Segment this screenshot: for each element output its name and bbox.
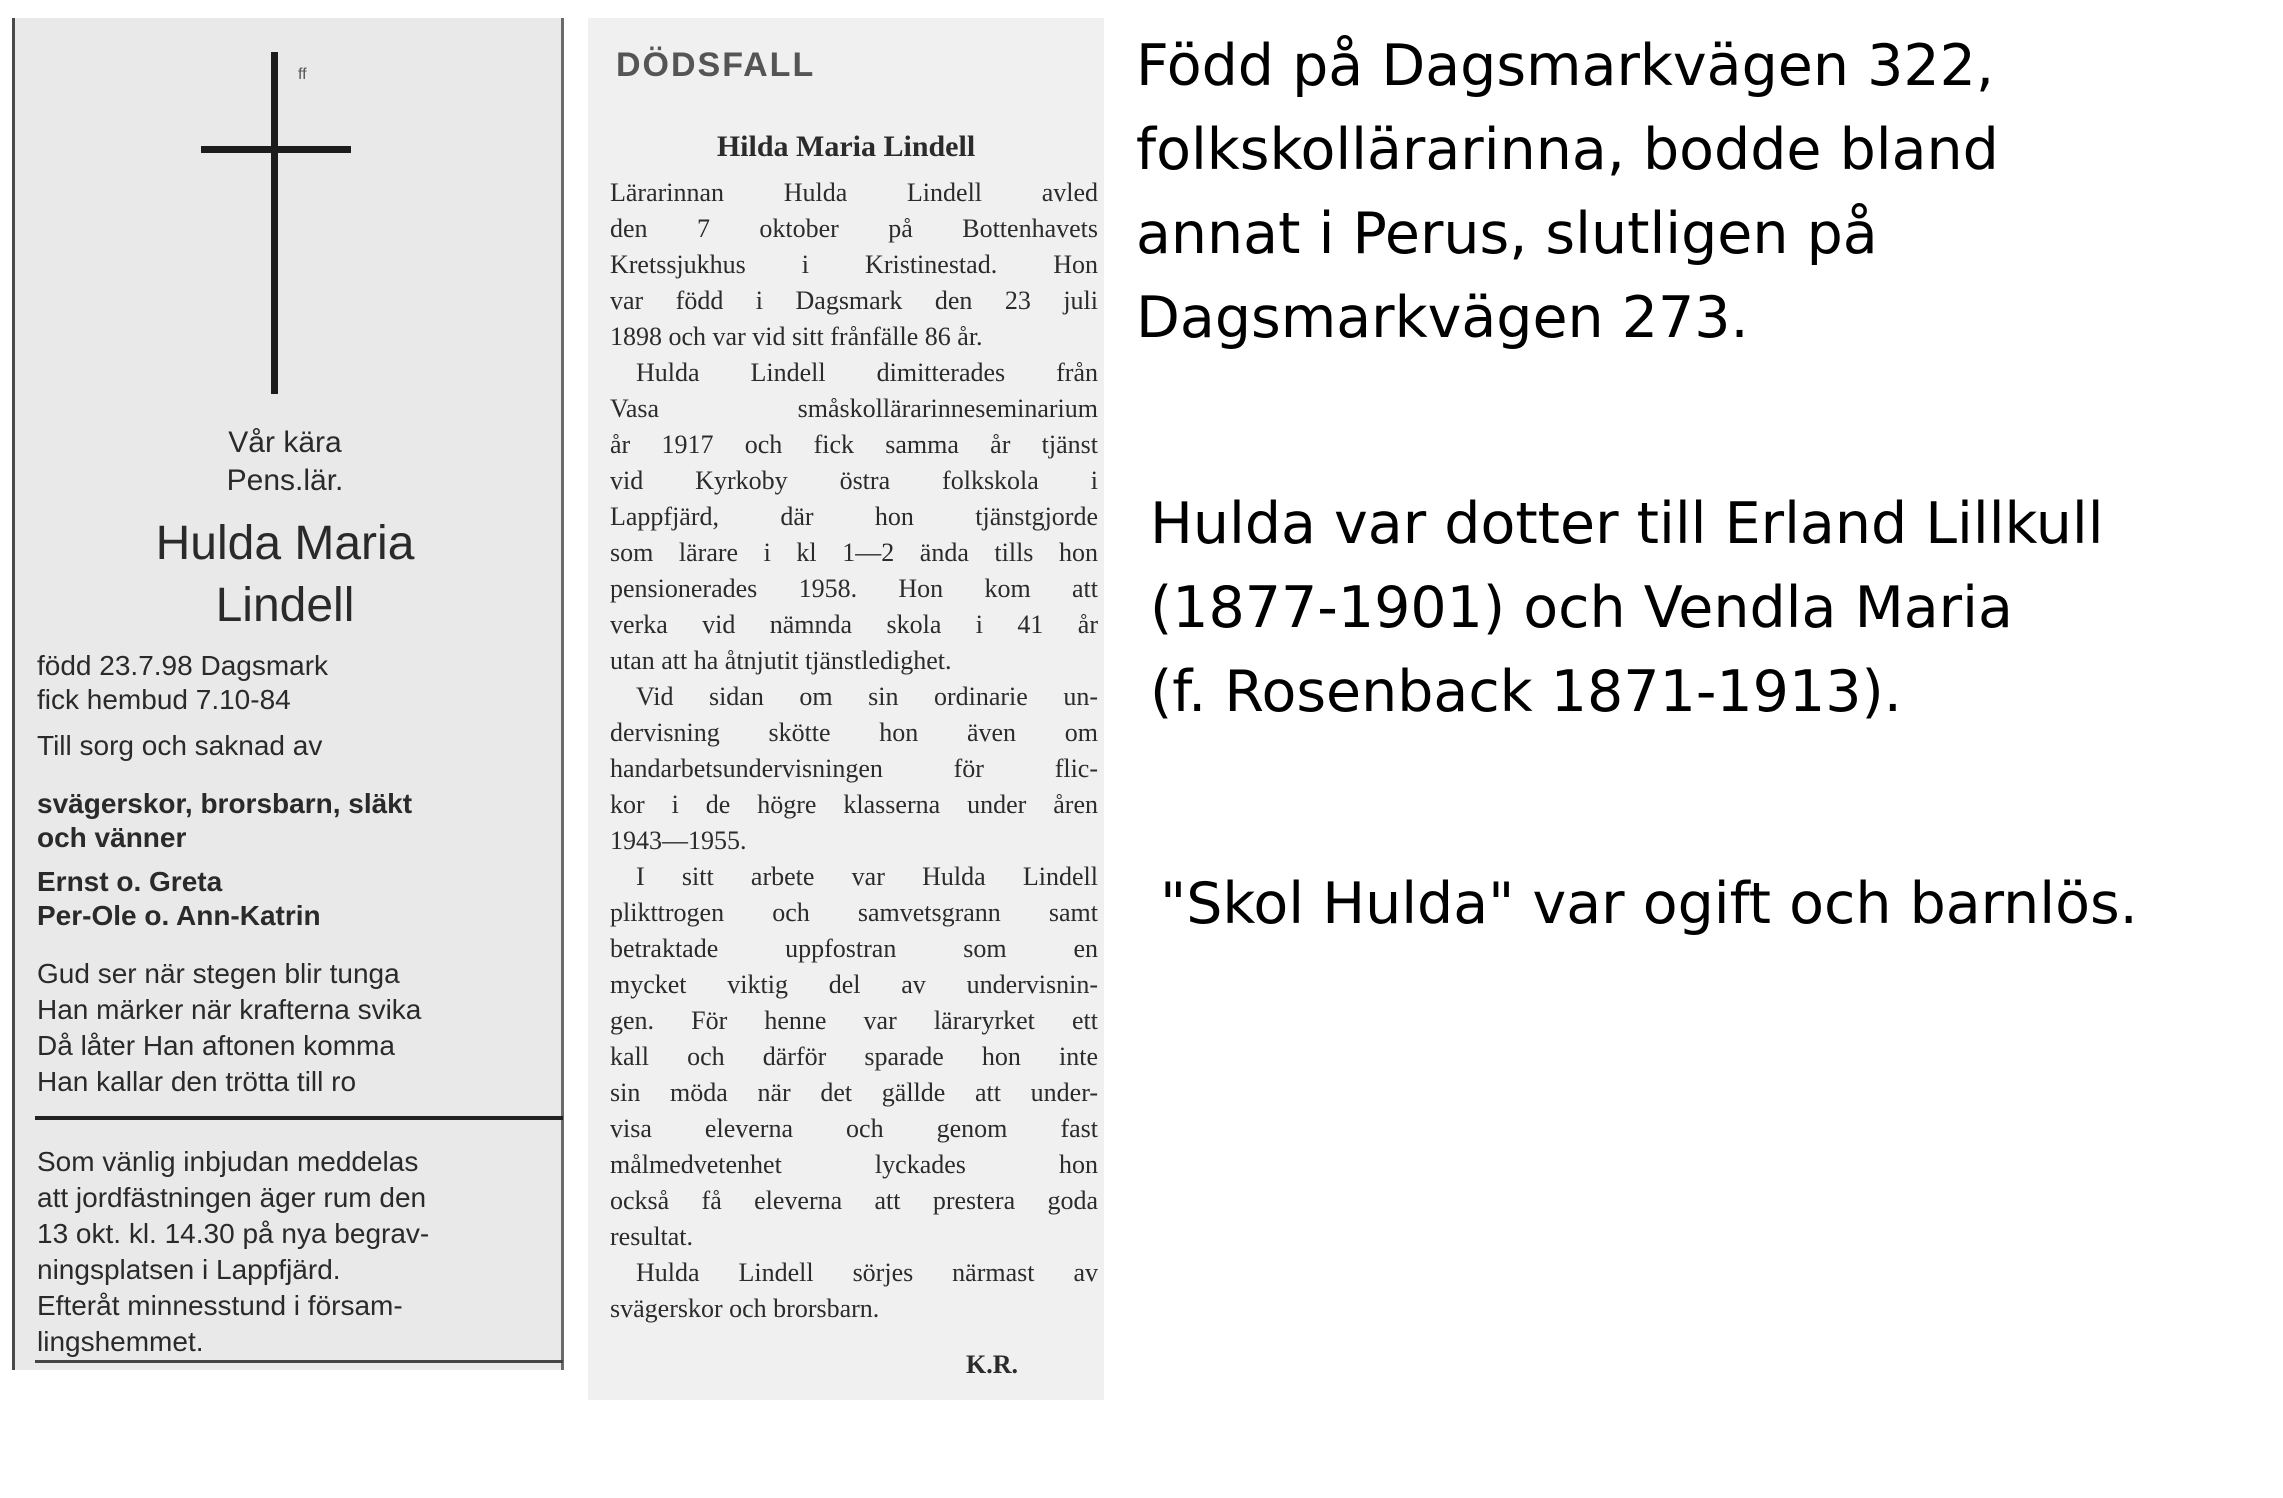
notice-relatives: och vänner: [37, 822, 187, 853]
article-text-line: var född i Dagsmark den 23 juli: [610, 286, 1098, 315]
article-text-line: den 7 oktober på Bottenhavets: [610, 214, 1098, 243]
article-text-line: svägerskor och brorsbarn.: [610, 1294, 880, 1323]
commentary-line: Dagsmarkvägen 273.: [1136, 285, 1749, 351]
obituary-article-clipping: [588, 18, 1104, 1400]
article-title: Hilda Maria Lindell: [716, 130, 976, 163]
article-text-line: mycket viktig del av undervisnin-: [610, 970, 1098, 999]
notice-name-line1: Hulda Maria: [155, 517, 415, 570]
notice-verse-line: Han kallar den trötta till ro: [37, 1066, 357, 1097]
notice-invitation-line: 13 okt. kl. 14.30 på nya begrav-: [37, 1218, 430, 1249]
commentary-line: annat i Perus, slutligen på: [1136, 201, 1878, 267]
commentary-paragraph-3: [1160, 862, 2138, 946]
commentary-line: "Skol Hulda" var ogift och barnlös.: [1160, 871, 2138, 937]
death-notice-clipping: [12, 18, 564, 1370]
article-text-line: Lappfjärd, där hon tjänstgjorde: [610, 502, 1098, 531]
article-text-line: utan att ha åtnjutit tjänstledighet.: [610, 646, 952, 675]
notice-invitation-line: ningsplatsen i Lappfjärd.: [37, 1254, 341, 1285]
article-text-line: Kretssjukhus i Kristinestad. Hon: [610, 250, 1098, 279]
notice-name-line2: Lindell: [215, 579, 355, 632]
notice-invitation-line: att jordfästningen äger rum den: [37, 1182, 427, 1213]
article-text-line: plikttrogen och samvetsgrann samt: [610, 898, 1098, 927]
notice-verse-line: Gud ser när stegen blir tunga: [37, 958, 400, 989]
commentary-paragraph-2: [1150, 482, 2104, 734]
article-text-line: målmedvetenhet lyckades hon: [610, 1150, 1098, 1179]
commentary-line: (1877-1901) och Vendla Maria: [1150, 575, 2013, 641]
article-text-line: gen. För henne var läraryrket ett: [610, 1006, 1098, 1035]
notice-died: fick hembud 7.10-84: [37, 684, 291, 715]
commentary-line: Hulda var dotter till Erland Lillkull: [1150, 491, 2104, 557]
article-text-line: också få eleverna att prestera goda: [610, 1186, 1098, 1215]
notice-invitation-line: lingshemmet.: [37, 1326, 204, 1357]
notice-bottom-border: [35, 1360, 563, 1363]
article-text-line: dervisning skötte hon även om: [610, 718, 1098, 747]
notice-dear: Vår kära: [228, 426, 342, 459]
cross-icon-bar: [201, 146, 351, 153]
article-text-line: handarbetsundervisningen för flic-: [610, 754, 1098, 783]
notice-relatives: Ernst o. Greta: [37, 866, 223, 897]
article-text-line: visa eleverna och genom fast: [610, 1114, 1098, 1143]
cross-icon: [271, 52, 278, 394]
commentary-line: (f. Rosenback 1871-1913).: [1150, 659, 1902, 725]
notice-verse-line: Då låter Han aftonen komma: [37, 1030, 395, 1061]
commentary-paragraph-1: [1136, 24, 1999, 360]
notice-invitation-line: Efteråt minnesstund i försam-: [37, 1290, 403, 1321]
notice-invitation-line: Som vänlig inbjudan meddelas: [37, 1146, 419, 1177]
article-text-line: verka vid nämnda skola i 41 år: [610, 610, 1098, 639]
article-text-line: sin möda när det gällde att under-: [610, 1078, 1098, 1107]
notice-born: född 23.7.98 Dagsmark: [37, 650, 329, 681]
article-text-line: Lärarinnan Hulda Lindell avled: [610, 178, 1098, 207]
article-text-line: kor i de högre klasserna under åren: [610, 790, 1098, 819]
article-text-line: 1898 och var vid sitt frånfälle 86 år.: [610, 322, 983, 351]
article-text-line: pensionerades 1958. Hon kom att: [610, 574, 1098, 603]
notice-verse-line: Han märker när krafterna svika: [37, 994, 422, 1025]
notice-divider: [35, 1116, 563, 1120]
commentary-line: Född på Dagsmarkvägen 322,: [1136, 33, 1995, 99]
article-text-line: Hulda Lindell dimitterades från: [636, 358, 1098, 387]
article-text-line: Hulda Lindell sörjes närmast av: [636, 1258, 1098, 1287]
notice-relatives: Per-Ole o. Ann-Katrin: [37, 900, 321, 931]
article-text-line: år 1917 och fick samma år tjänst: [610, 430, 1098, 459]
article-text-line: resultat.: [610, 1222, 694, 1251]
article-text-line: Vid sidan om sin ordinarie un-: [636, 682, 1098, 711]
article-text-line: 1943—1955.: [610, 826, 747, 855]
article-text-line: Vasa småskollärarinneseminarium: [610, 394, 1098, 423]
article-text-line: betraktade uppfostran som en: [610, 934, 1098, 963]
article-text-line: vid Kyrkoby östra folkskola i: [610, 466, 1098, 495]
article-text-line: I sitt arbete var Hulda Lindell: [636, 862, 1098, 891]
article-text-line: som lärare i kl 1—2 ända tills hon: [610, 538, 1098, 567]
article-signature: K.R.: [966, 1350, 1018, 1379]
notice-title: Pens.lär.: [226, 464, 344, 497]
cross-mark: ff: [298, 66, 307, 83]
article-section-heading: DÖDSFALL: [616, 46, 816, 84]
notice-relatives: svägerskor, brorsbarn, släkt: [37, 788, 413, 819]
commentary-line: folkskollärarinna, bodde bland: [1136, 117, 1999, 183]
notice-grief: Till sorg och saknad av: [37, 730, 323, 761]
article-text-line: kall och därför sparade hon inte: [610, 1042, 1098, 1071]
